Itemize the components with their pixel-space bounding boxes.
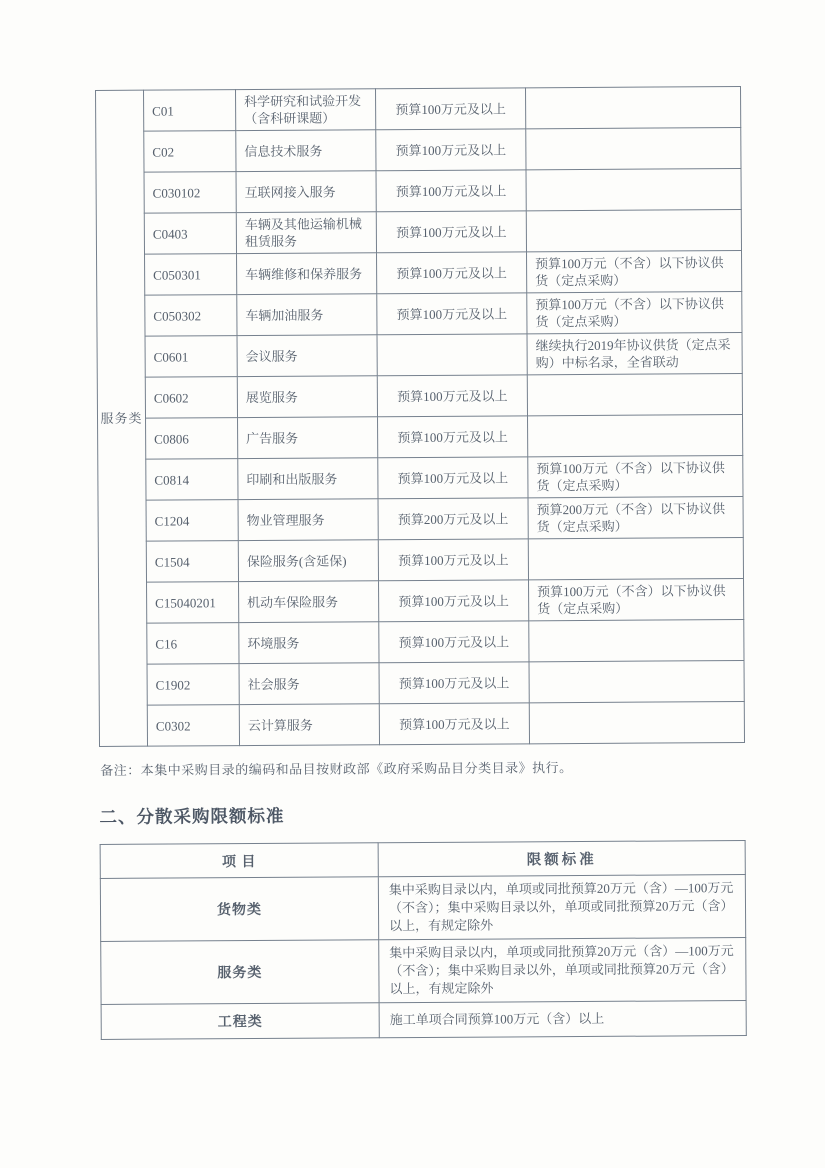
cell-note	[529, 702, 744, 744]
limit-table-row	[100, 875, 745, 942]
cell-budget-threshold: 预算100万元及以上	[378, 539, 528, 581]
catalog-table-row	[97, 333, 742, 378]
cell-item-name: 科学研究和试验开发（含科研课题）	[236, 89, 376, 131]
cell-code: C050302	[145, 295, 237, 337]
catalog-table-row	[98, 497, 743, 542]
cell-note	[529, 620, 744, 662]
cell-note	[526, 169, 741, 211]
section-heading-decentralized-limits: 二、分散采购限额标准	[99, 805, 285, 827]
cell-code: C0601	[145, 336, 237, 378]
cell-code: C0602	[145, 377, 237, 419]
cell-note: 预算100万元（不含）以下协议供货（定点采购）	[529, 579, 744, 621]
cell-code: C15040201	[147, 582, 239, 624]
cell-note: 预算200万元（不含）以下协议供货（定点采购）	[528, 497, 743, 539]
cell-budget-threshold: 预算100万元及以上	[376, 88, 526, 130]
cell-item-name: 展览服务	[237, 376, 377, 418]
cell-budget-threshold: 预算100万元及以上	[376, 129, 526, 171]
cell-note: 预算100万元（不含）以下协议供货（定点采购）	[527, 292, 742, 334]
cell-budget-threshold: 预算100万元及以上	[377, 252, 527, 294]
cell-note	[526, 128, 741, 170]
cell-code: C16	[147, 623, 239, 665]
catalog-table-row	[98, 538, 743, 583]
catalog-table-row	[99, 661, 744, 706]
cell-item-name: 信息技术服务	[236, 130, 376, 172]
cell-item-name: 车辆加油服务	[237, 294, 377, 336]
cell-code: C1204	[146, 500, 238, 542]
cell-item-name: 物业管理服务	[238, 499, 378, 541]
catalog-table-row	[99, 579, 744, 624]
cell-budget-threshold: 预算100万元及以上	[376, 170, 526, 212]
document-content	[95, 86, 747, 1040]
category-label: 服务类	[96, 90, 148, 746]
limit-table-row	[101, 938, 746, 1005]
catalog-table-row	[97, 374, 742, 419]
cell-budget-threshold: 预算100万元及以上	[379, 580, 529, 622]
cell-code: C01	[144, 90, 236, 132]
cell-item-name: 会议服务	[237, 335, 377, 377]
cell-note	[526, 210, 741, 252]
cell-category: 服务类	[101, 940, 379, 1005]
cell-budget-threshold: 预算100万元及以上	[378, 416, 528, 458]
cell-limit-standard: 集中采购目录以内，单项或同批预算20万元（含）—100万元（不含）；集中采购目录以外，单项或同批预算20万元（含）以上，有规定除外	[379, 938, 746, 1003]
cell-code: C1902	[147, 664, 239, 706]
cell-item-name: 社会服务	[239, 663, 379, 705]
cell-budget-threshold: 预算100万元及以上	[379, 621, 529, 663]
cell-code: C1504	[146, 541, 238, 583]
cell-item-name: 机动车保险服务	[239, 581, 379, 623]
centralized-procurement-catalog-table	[95, 86, 745, 747]
catalog-table-body	[96, 87, 745, 747]
cell-budget-threshold	[377, 334, 527, 376]
cell-note: 预算100万元（不含）以下协议供货（定点采购）	[527, 251, 742, 293]
cell-note: 预算100万元（不含）以下协议供货（定点采购）	[528, 456, 743, 498]
cell-budget-threshold: 预算100万元及以上	[376, 211, 526, 253]
catalog-table-row	[98, 415, 743, 460]
limit-table-header	[100, 841, 745, 879]
cell-category: 工程类	[101, 1003, 379, 1040]
cell-code: C030102	[144, 172, 236, 214]
cell-limit-standard: 集中采购目录以内，单项或同批预算20万元（含）—100万元（不含）；集中采购目录以外，单项或同批预算20万元（含）以上，有规定除外	[378, 875, 745, 940]
table-header-row	[100, 841, 745, 879]
cell-budget-threshold: 预算100万元及以上	[379, 703, 529, 745]
catalog-table-row	[96, 128, 741, 173]
catalog-table-row	[99, 702, 744, 747]
column-header-limit-standard: 限额标准	[378, 841, 745, 877]
cell-code: C0403	[144, 213, 236, 255]
cell-note	[527, 374, 742, 416]
cell-note	[528, 538, 743, 580]
cell-budget-threshold: 预算100万元及以上	[379, 662, 529, 704]
catalog-table-row	[97, 292, 742, 337]
cell-budget-threshold: 预算100万元及以上	[377, 293, 527, 335]
cell-item-name: 云计算服务	[239, 704, 379, 746]
cell-code: C0806	[146, 418, 238, 460]
cell-code: C0814	[146, 459, 238, 501]
cell-note	[526, 87, 741, 129]
catalog-table-row	[96, 87, 741, 132]
cell-note	[529, 661, 744, 703]
limit-table-row	[101, 1001, 746, 1040]
cell-budget-threshold: 预算200万元及以上	[378, 498, 528, 540]
cell-code: C0302	[147, 705, 239, 747]
cell-note: 继续执行2019年协议供货（定点采购）中标名录，全省联动	[527, 333, 742, 375]
catalog-table-row	[99, 620, 744, 665]
decentralized-limit-table	[100, 840, 747, 1040]
cell-limit-standard: 施工单项合同预算100万元（含）以上	[379, 1001, 746, 1038]
cell-item-name: 印刷和出版服务	[238, 458, 378, 500]
catalog-table-row	[98, 456, 743, 501]
column-header-item: 项 目	[100, 843, 378, 879]
cell-code: C050301	[145, 254, 237, 296]
catalog-table-row	[96, 169, 741, 214]
catalog-table-row	[96, 210, 741, 255]
limit-table-body	[100, 875, 746, 1040]
cell-item-name: 广告服务	[238, 417, 378, 459]
catalog-table-row	[97, 251, 742, 296]
cell-category: 货物类	[100, 877, 378, 942]
cell-budget-threshold: 预算100万元及以上	[378, 457, 528, 499]
cell-item-name: 车辆及其他运输机械租赁服务	[236, 212, 376, 254]
cell-item-name: 保险服务(含延保)	[238, 540, 378, 582]
cell-budget-threshold: 预算100万元及以上	[377, 375, 527, 417]
cell-item-name: 环境服务	[239, 622, 379, 664]
cell-note	[528, 415, 743, 457]
catalog-remark: 备注：本集中采购目录的编码和品目按财政部《政府采购品目分类目录》执行。	[100, 760, 573, 778]
cell-item-name: 车辆维修和保养服务	[237, 253, 377, 295]
cell-code: C02	[144, 131, 236, 173]
cell-item-name: 互联网接入服务	[236, 171, 376, 213]
